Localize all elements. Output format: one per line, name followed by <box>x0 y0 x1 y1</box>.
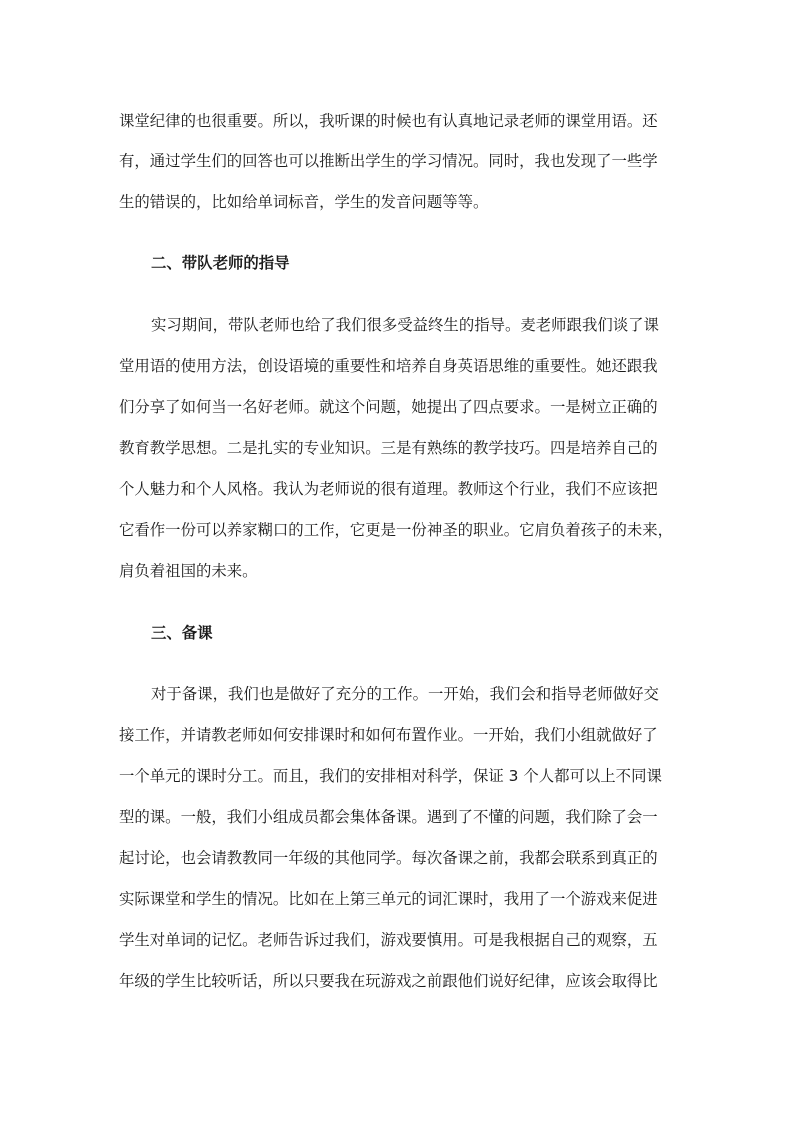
paragraph-line: 个人魅力和个人风格。我认为老师说的很有道理。教师这个行业，我们不应该把 <box>119 480 658 498</box>
section-heading-lesson-prep: 三、备课 <box>151 624 213 642</box>
paragraph-line: 堂用语的使用方法，创设语境的重要性和培养自身英语思维的重要性。她还跟我 <box>119 357 658 375</box>
paragraph-line: 肩负着祖国的未来。 <box>119 562 258 580</box>
paragraph-line: 课堂纪律的也很重要。所以，我听课的时候也有认真地记录老师的课堂用语。还 <box>119 112 658 130</box>
paragraph-line: 实习期间，带队老师也给了我们很多受益终生的指导。麦老师跟我们谈了课 <box>151 316 659 334</box>
paragraph-line: 实际课堂和学生的情况。比如在上第三单元的词汇课时，我用了一个游戏来促进 <box>119 890 658 908</box>
paragraph-line: 们分享了如何当一名好老师。就这个问题，她提出了四点要求。一是树立正确的 <box>119 398 658 416</box>
paragraph-line: 对于备课，我们也是做好了充分的工作。一开始，我们会和指导老师做好交 <box>151 685 659 703</box>
paragraph-line: 接工作，并请教老师如何安排课时和如何布置作业。一开始，我们小组就做好了 <box>119 726 658 744</box>
paragraph-line: 教育教学思想。二是扎实的专业知识。三是有熟练的教学技巧。四是培养自己的 <box>119 439 658 457</box>
paragraph-line: 一个单元的课时分工。而且，我们的安排相对科学，保证 3 个人都可以上不同课 <box>119 767 662 785</box>
paragraph-line: 学生对单词的记忆。老师告诉过我们，游戏要慎用。可是我根据自己的观察，五 <box>119 931 658 949</box>
paragraph-line: 型的课。一般，我们小组成员都会集体备课。遇到了不懂的问题，我们除了会一 <box>119 808 658 826</box>
paragraph-line: 生的错误的，比如给单词标音，学生的发音问题等等。 <box>119 193 489 211</box>
section-heading-guidance: 二、带队老师的指导 <box>151 254 290 272</box>
paragraph-line: 起讨论，也会请教教同一年级的其他同学。每次备课之前，我都会联系到真正的 <box>119 849 658 867</box>
paragraph-line: 年级的学生比较听话，所以只要我在玩游戏之前跟他们说好纪律，应该会取得比 <box>119 972 658 990</box>
paragraph-line: 它看作一份可以养家糊口的工作，它更是一份神圣的职业。它肩负着孩子的未来， <box>119 521 674 539</box>
paragraph-line: 有，通过学生们的回答也可以推断出学生的学习情况。同时，我也发现了一些学 <box>119 152 658 170</box>
